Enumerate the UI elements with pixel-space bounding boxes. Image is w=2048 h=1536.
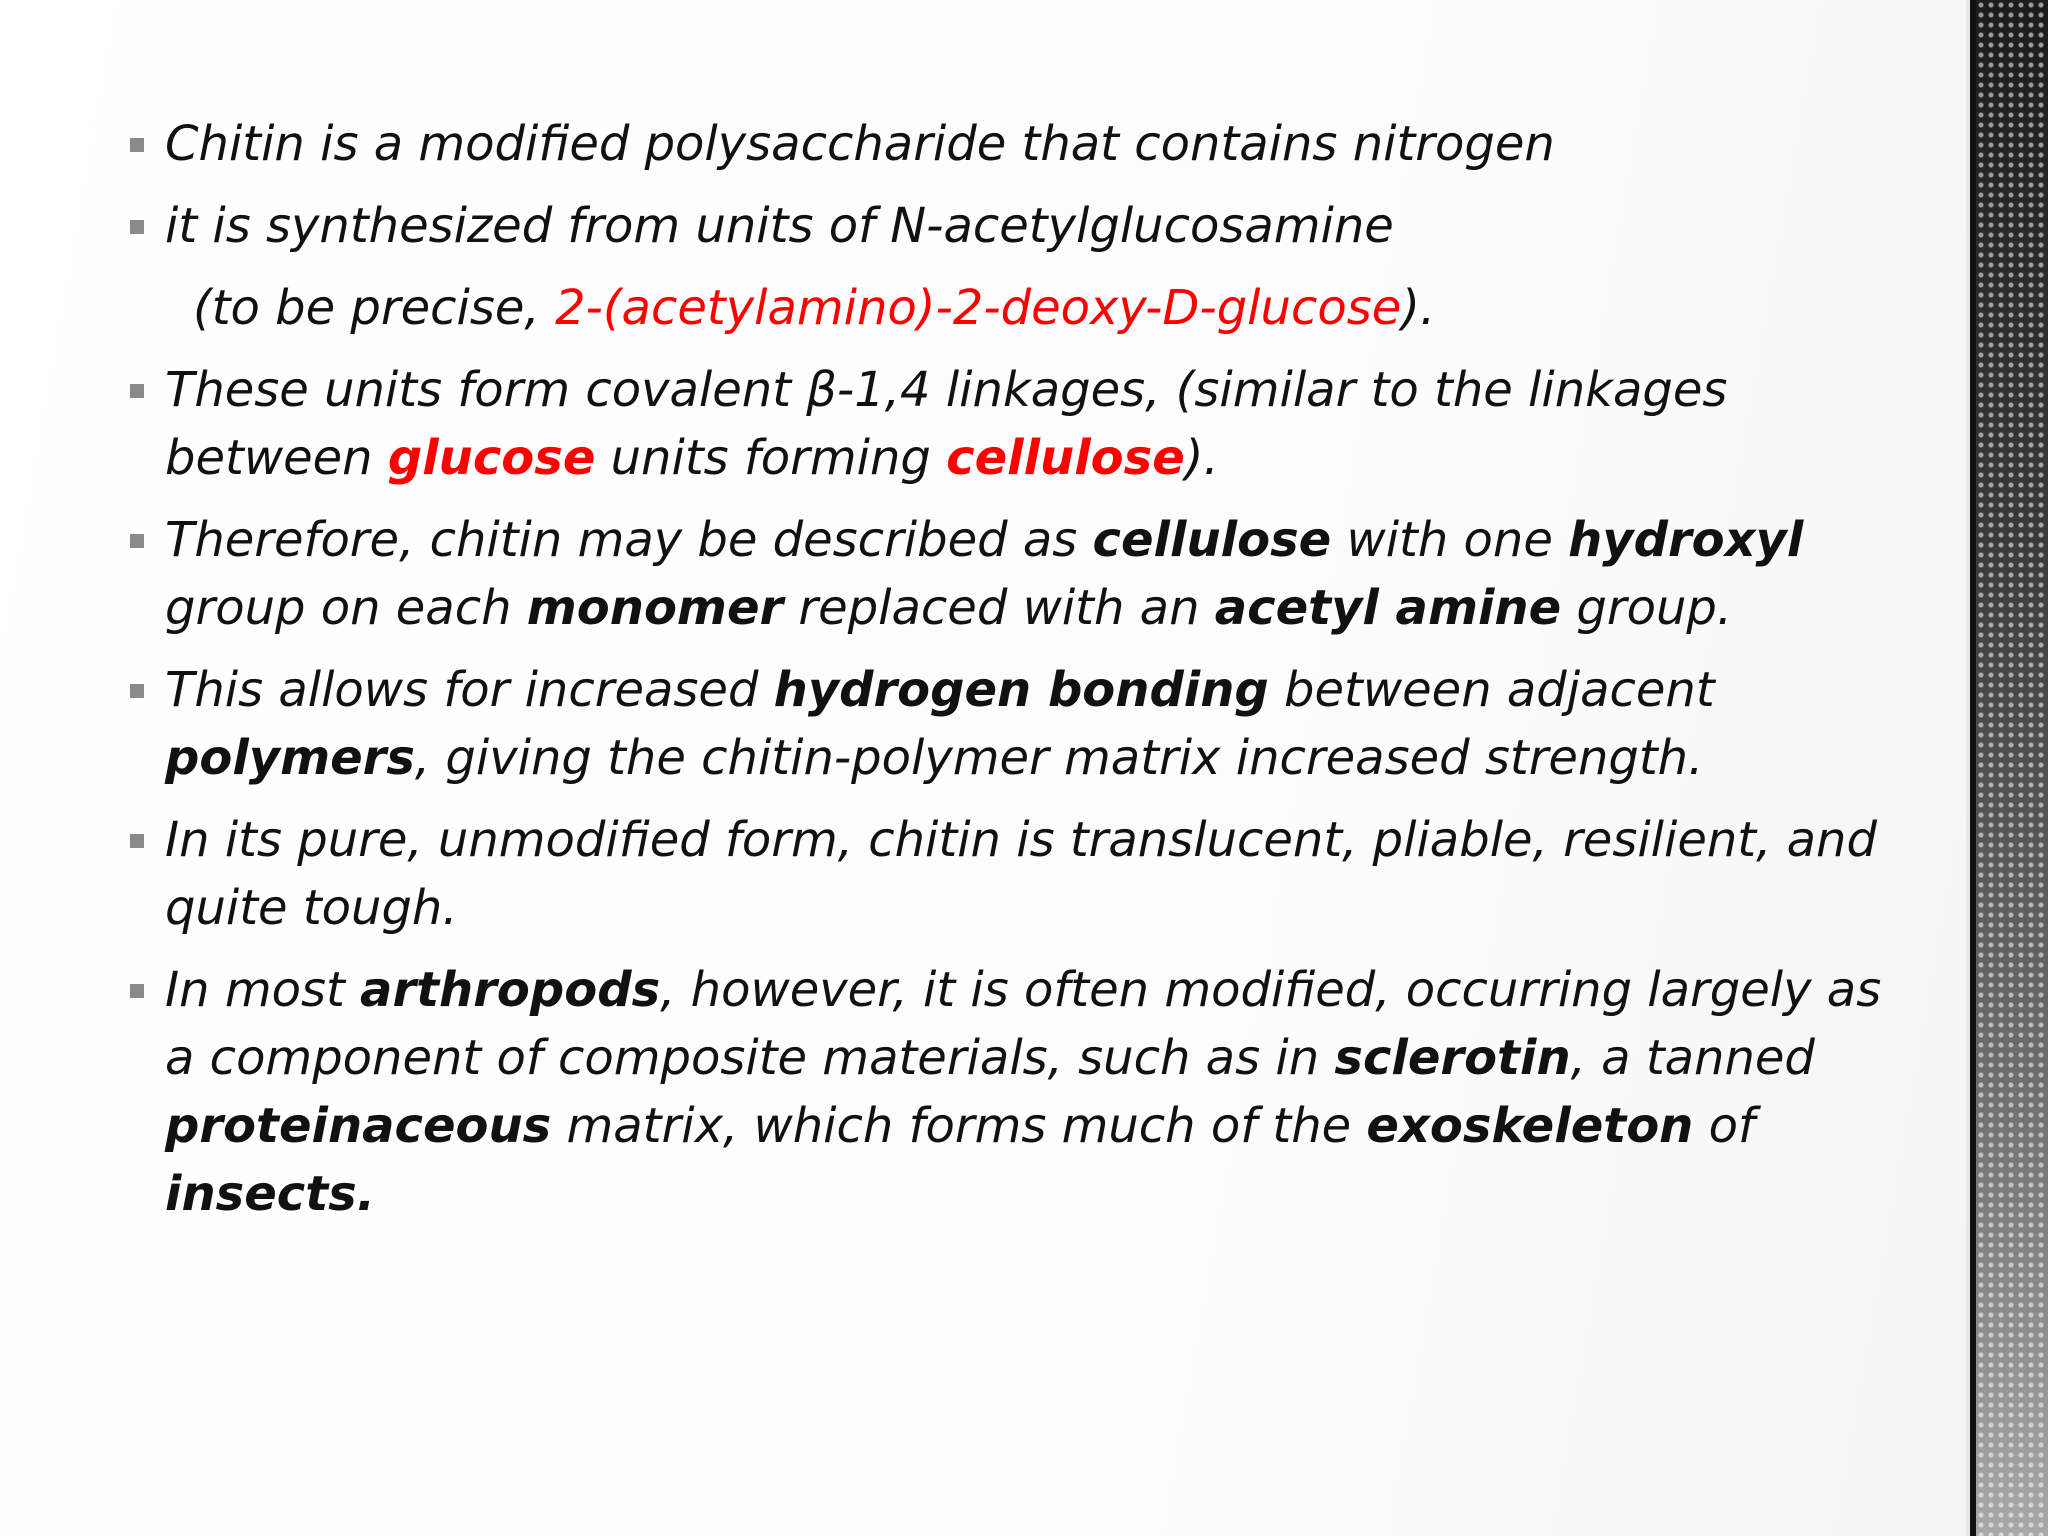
bullet-text: , a tanned (1570, 1030, 1815, 1086)
square-bullet-icon (130, 684, 144, 698)
bold-term: exoskeleton (1366, 1098, 1694, 1154)
bold-term: hydrogen bonding (773, 662, 1269, 718)
bullet-text: Chitin is a modified polysaccharide that contains nitrogen (165, 116, 1555, 172)
bullet-item-7 (127, 956, 1887, 1228)
bullet-text: ). (1401, 280, 1436, 336)
bullet-text: with one (1331, 512, 1569, 568)
bold-term: sclerotin (1334, 1030, 1571, 1086)
square-bullet-icon (130, 984, 144, 998)
bold-term: polymers (165, 730, 415, 786)
bullet-text: matrix, which forms much of the (551, 1098, 1367, 1154)
decorative-side-band (1976, 0, 2048, 1536)
bullet-text: replaced with an (783, 580, 1215, 636)
chemical-name-highlight: 2-(acetylamino)-2-deoxy-D-glucose (554, 280, 1402, 336)
bullet-text: units forming (595, 430, 947, 486)
bold-term: hydroxyl (1568, 512, 1804, 568)
bullet-item-3 (127, 356, 1887, 492)
bold-term: acetyl amine (1214, 580, 1562, 636)
bullet-text: This allows for increased (165, 662, 774, 718)
bullet-item-5 (127, 656, 1887, 792)
square-bullet-icon (130, 384, 144, 398)
bullet-text: (to be precise, (193, 280, 555, 336)
bullet-text: group. (1561, 580, 1733, 636)
bullet-item-2 (127, 192, 1887, 260)
bullet-list (127, 110, 1887, 1242)
cellulose-highlight: cellulose (946, 430, 1185, 486)
bold-term: cellulose (1092, 512, 1332, 568)
bullet-item-4 (127, 506, 1887, 642)
bullet-item-2-continuation (127, 274, 1887, 342)
square-bullet-icon (130, 834, 144, 848)
bullet-text: group on each (165, 580, 527, 636)
bullet-text: , however, it is often modified, occurring largely as a component of composite materials, such as in (165, 962, 1882, 1086)
square-bullet-icon (130, 138, 144, 152)
glucose-highlight: glucose (387, 430, 596, 486)
bullet-item-6 (127, 806, 1887, 942)
bullet-text: ). (1184, 430, 1219, 486)
bullet-text: between adjacent (1268, 662, 1715, 718)
bullet-text: it is synthesized from units of N-acetylglucosamine (165, 198, 1394, 254)
bullet-text: In its pure, unmodified form, chitin is translucent, pliable, resilient, and quite tough. (165, 812, 1877, 936)
bold-term: monomer (526, 580, 784, 636)
bold-term: proteinaceous (165, 1098, 552, 1154)
bold-term: arthropods (360, 962, 661, 1018)
bullet-text: of (1693, 1098, 1755, 1154)
bullet-text: These units form covalent β-1,4 linkages, (similar to the linkages between (165, 362, 1728, 486)
square-bullet-icon (130, 534, 144, 548)
bullet-text: Therefore, chitin may be described as (165, 512, 1093, 568)
bullet-item-1 (127, 110, 1887, 178)
bullet-text: , giving the chitin-polymer matrix increased strength. (414, 730, 1704, 786)
bullet-text: In most (165, 962, 361, 1018)
square-bullet-icon (130, 220, 144, 234)
bold-term: insects. (165, 1166, 375, 1222)
